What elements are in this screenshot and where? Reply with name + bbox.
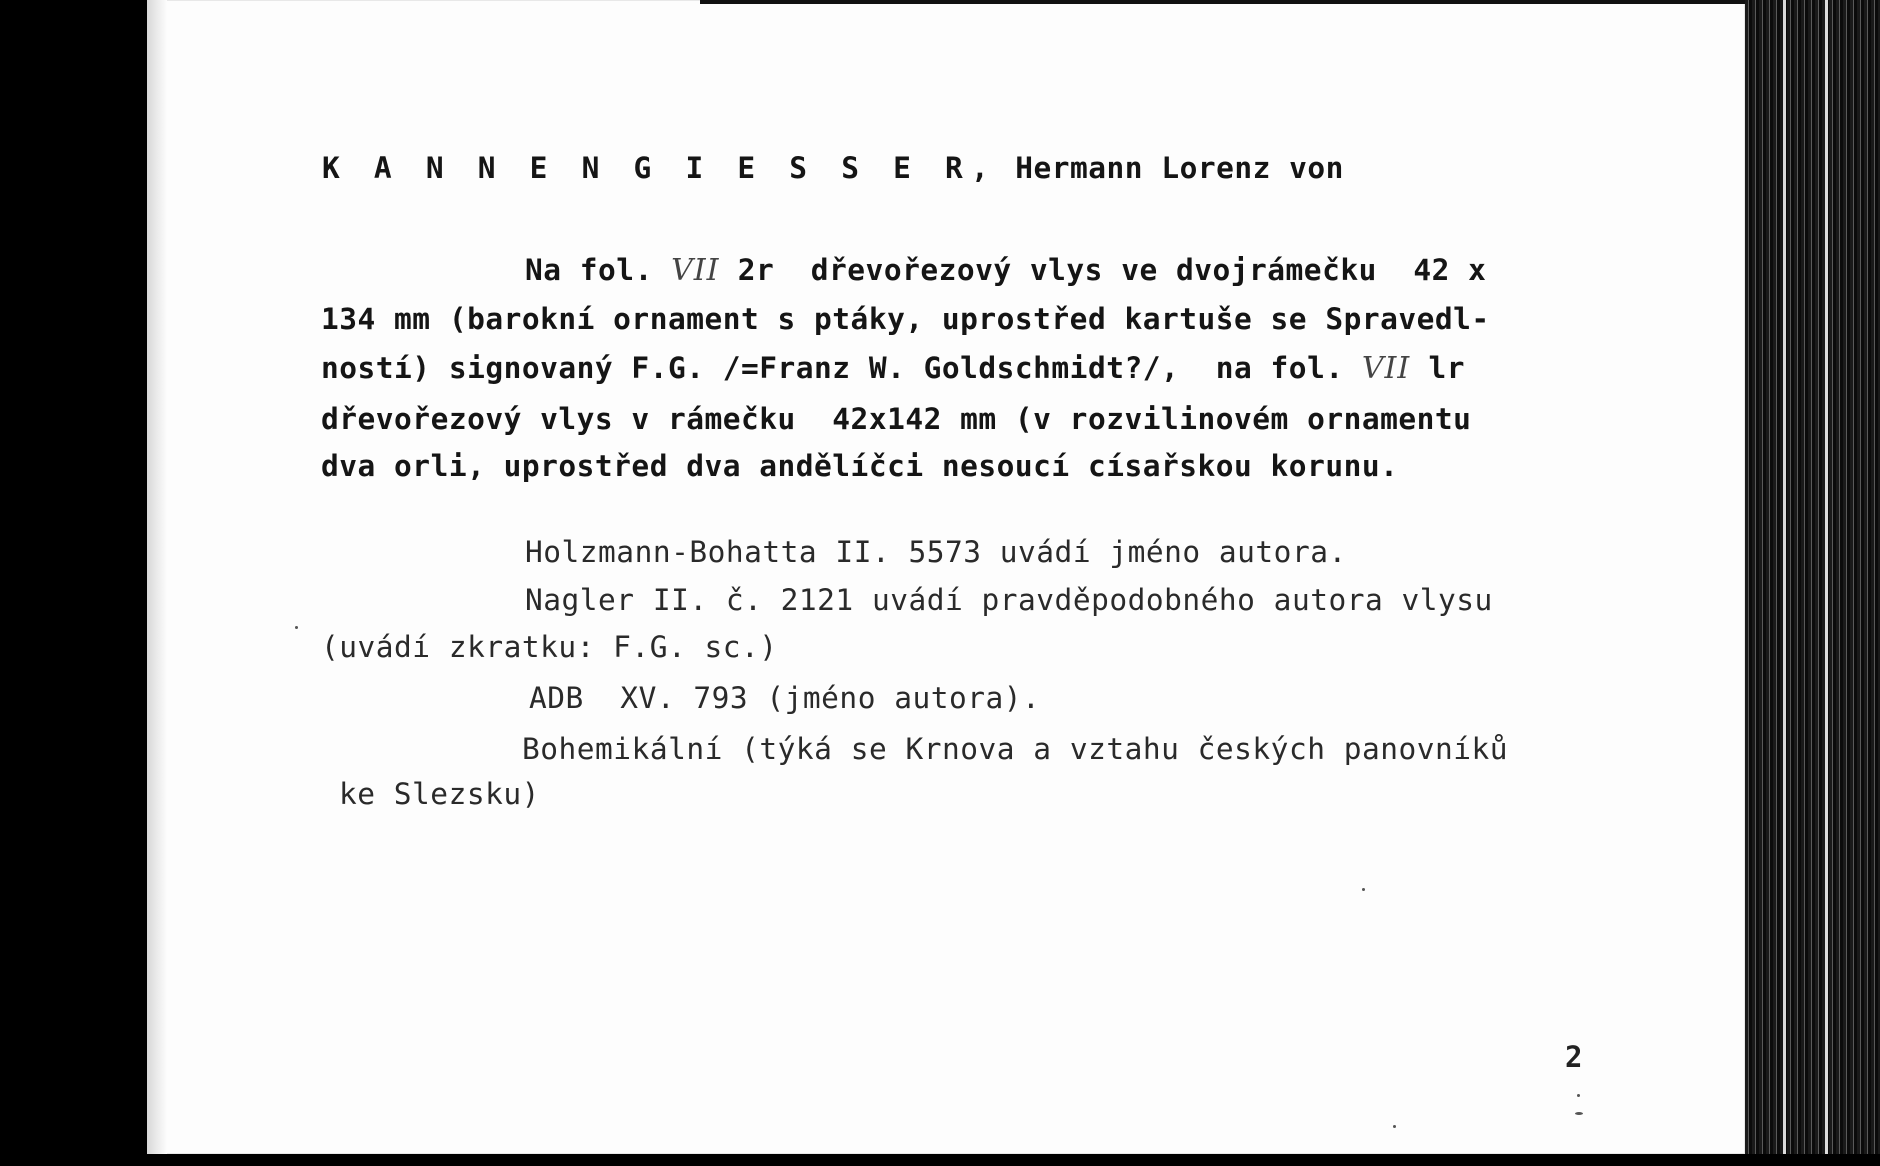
right-film-margin [1745, 0, 1880, 1166]
scan-speck [1575, 1112, 1583, 1115]
reference-holzmann: Holzmann-Bohatta II. 5573 uvádí jméno autora. [525, 535, 1347, 569]
scan-speck [1362, 888, 1365, 891]
text-fragment: ností) signovaný F.G. /=Franz W. Goldschmidt?/, na fol. [321, 351, 1344, 385]
note-bohemical-cont: ke Slezsku) [339, 777, 540, 811]
text-fragment: Na fol. [525, 253, 653, 287]
page-number: 2 [1565, 1040, 1583, 1074]
heading [322, 150, 1344, 186]
description-line-1 [525, 252, 1486, 289]
scan-speck [295, 626, 298, 629]
description-line-3 [321, 350, 1465, 387]
description-line-5: dva orli, uprostřed dva andělíčci nesoucí císařskou korunu. [321, 449, 1399, 483]
reference-nagler-note: (uvádí zkratku: F.G. sc.) [321, 630, 778, 664]
reference-adb: ADB XV. 793 (jméno autora). [529, 681, 1041, 715]
bottom-dark-strip [0, 1154, 1880, 1166]
scan-speck [1577, 1094, 1580, 1097]
scan-speck [1393, 1125, 1396, 1128]
card-left-shade [147, 0, 167, 1154]
top-dark-strip [700, 0, 1748, 4]
description-line-4: dřevořezový vlys v rámečku 42x142 mm (v rozvilinovém ornamentu [321, 402, 1472, 436]
reference-nagler: Nagler II. č. 2121 uvádí pravděpodobného autora vlysu [525, 583, 1493, 617]
handwritten-folio-number: VII [1361, 351, 1411, 386]
description-line-2: 134 mm (barokní ornament s ptáky, uprostřed kartuše se Spravedl- [321, 302, 1490, 336]
text-fragment: lr [1410, 351, 1466, 385]
handwritten-folio-number: VII [671, 253, 720, 288]
heading-given-names: Hermann Lorenz von [996, 151, 1344, 185]
heading-surname: K A N N E N G I E S S E R, [322, 151, 997, 185]
text-fragment: 2r dřevořezový vlys ve dvojrámečku 42 x [719, 253, 1487, 287]
note-bohemical: Bohemikální (týká se Krnova a vztahu českých panovníků [522, 732, 1509, 766]
